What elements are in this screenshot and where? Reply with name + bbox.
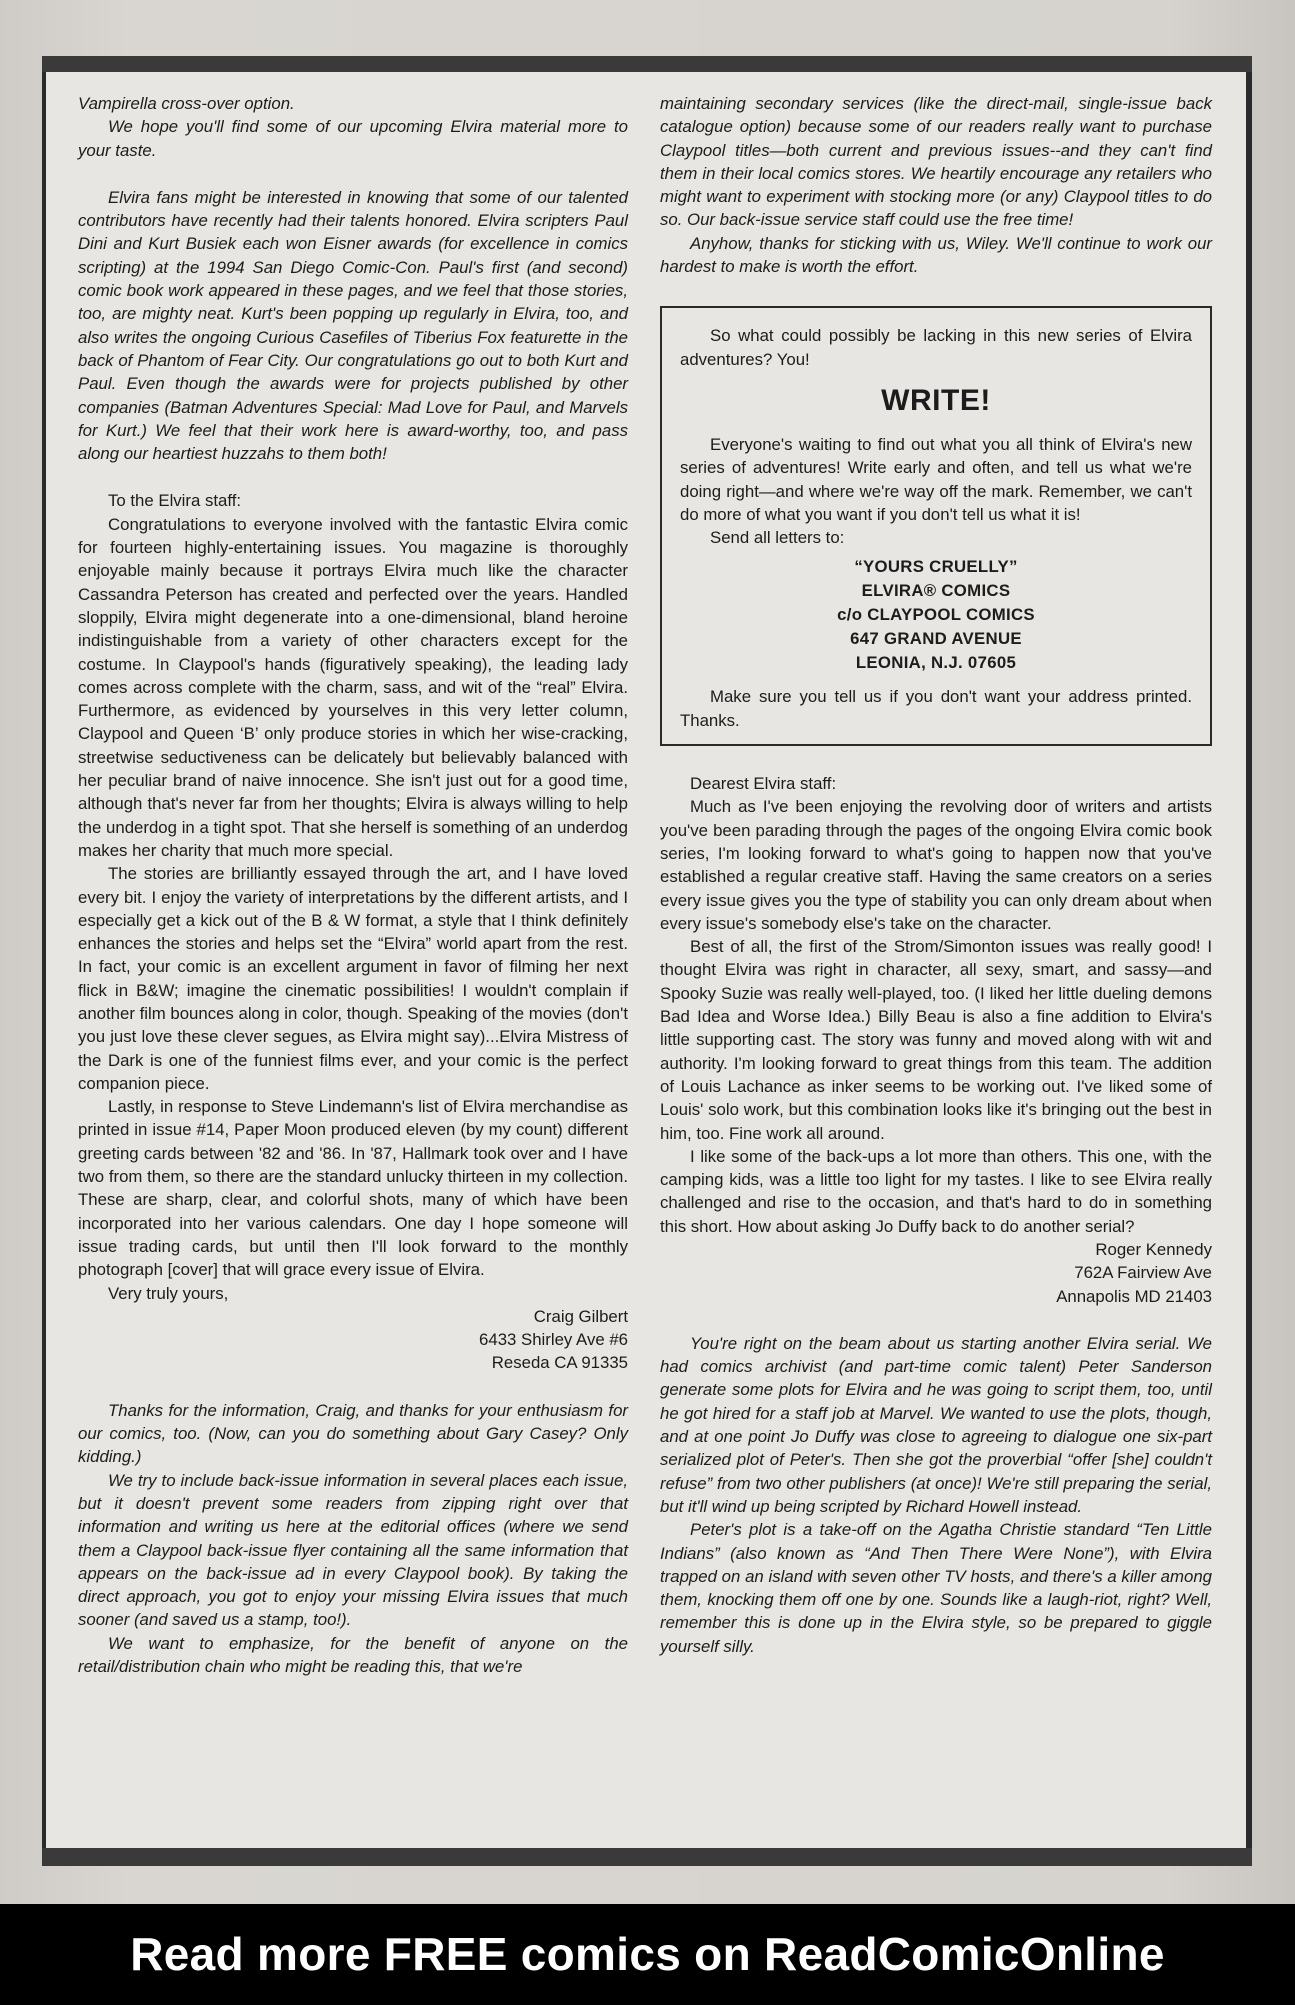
footer-banner[interactable] — [0, 1904, 1295, 2005]
letter-paragraph: Congratulations to everyone involved with the fantastic Elvira comic for fourteen highly-entertaining issues. You magazine is thoroughly enjoyable mainly because it portrays Elvira much like the character Cassandra Peterson has created and perfected over the years. Handled sloppily, Elvira might degenerate into a one-dimensional, bland heroine indistinguishable from a variety of other characters except for the costume. In Claypool's hands (figuratively speaking), the leading lady comes across complete with the charm, sass, and wit of the “real” Elvira. Furthermore, as evidenced by yourselves in this very letter column, Claypool and Queen ‘B’ only produce stories in which her wise-cracking, streetwise seductiveness can be delicately but believably balanced with her peculiar brand of naive innocence. She isn't just out for a good time, although that's never far from her thoughts; Elvira is always willing to help the underdog in a tight spot. That she herself is something of an underdog makes her charity that much more special. — [78, 514, 628, 860]
editor-reply-text: maintaining secondary services (like the direct-mail, single-issue back catalogue option) because some of our readers really want to purchase Claypool titles—both current and previous issues--and they can't find them in their local comics stores. We heartily encourage any retailers who might want to experiment with stocking more (or any) Claypool titles to do so. Our back-issue service staff could use the free time! — [660, 94, 1212, 230]
letter-signature-city: Annapolis MD 21403 — [1056, 1286, 1212, 1306]
letter-signature-address: 6433 Shirley Ave #6 — [479, 1330, 628, 1350]
address-line: 647 GRAND AVENUE — [850, 629, 1022, 649]
address-line: ELVIRA® COMICS — [861, 581, 1011, 601]
editor-reply-text: We try to include back-issue information in several places each issue, but it doesn't prevent some readers from zipping right over that information and writing us here at the editorial offices (where we send them a Claypool back-issue flyer containing all the same information that appears on the back-issue ad in every Claypool book). By taking the direct approach, you got to enjoy your missing Elvira issues that much sooner (and saved us a stamp, too!). — [78, 1470, 628, 1630]
editor-reply-text: Thanks for the information, Craig, and thanks for your enthusiasm for our comics, too. (Now, can you do something about Gary Casey? Only kidding.) — [78, 1400, 628, 1467]
write-box-intro: So what could possibly be lacking in this new series of Elvira adventures? You! — [680, 326, 1192, 369]
right-column — [660, 92, 1212, 1658]
letter-salutation: To the Elvira staff: — [108, 491, 242, 511]
letter-paragraph: I like some of the back-ups a lot more than others. This one, with the camping kids, was a little too light for my tastes. I like to see Elvira really challenged and rise to the occasion, and that's hard to do in something this short. How about asking Jo Duffy back to do another serial? — [660, 1146, 1212, 1236]
letter-signature-name: Roger Kennedy — [1095, 1239, 1212, 1259]
address-line: “YOURS CRUELLY” — [854, 557, 1018, 577]
letter-paragraph: The stories are brilliantly essayed through the art, and I have loved every bit. I enjoy the variety of interpretations by the different artists, and I especially get a kick out of the B & W format, a style that I think definitely enhances the stories and helps set the “Elvira” world apart from the rest. In fact, your comic is an excellent argument in favor of filming her next flick in B&W; imagine the cinematic possibilities! I wouldn't complain if another film bounces along in color, though. Speaking of the movies (don't you just love these clever segues, as Elvira might say)...Elvira Mistress of the Dark is one of the funniest films ever, and your comic is the perfect companion piece. — [78, 864, 628, 1093]
address-line: LEONIA, N.J. 07605 — [855, 653, 1017, 673]
address-line: c/o CLAYPOOL COMICS — [837, 605, 1035, 625]
mailing-address — [680, 555, 1192, 675]
write-box-closing: Make sure you tell us if you don't want your address printed. Thanks. — [680, 687, 1192, 730]
letter-signature-city: Reseda CA 91335 — [491, 1353, 628, 1373]
footer-banner-text[interactable]: Read more FREE comics on ReadComicOnline — [130, 1928, 1165, 1980]
letter-paragraph: Best of all, the first of the Strom/Simonton issues was really good! I thought Elvira was right in character, all sexy, smart, and sassy—and Spooky Suzie was really well-played, too. (I liked her little dueling demons Bad Idea and Worse Idea.) Billy Beau is also a fine addition to Elvira's little supporting cast. The story was funny and moved along with wit and authority. I'm looking forward to great things from this team. The addition of Louis Lachance as inker seems to be working out. I've liked some of Louis' solo work, but this combination looks like it's bringing out the best in him, too. Fine work all around. — [660, 937, 1212, 1143]
editor-note-text: Elvira fans might be interested in knowing that some of our talented contributors have recently had their talents honored. Elvira scripters Paul Dini and Kurt Busiek each won Eisner awards (for excellence in comics scripting) at the 1994 San Diego Comic-Con. Paul's first (and second) comic book work appeared in these pages, and we feel that those stories, too, are mighty neat. Kurt's been popping up regularly in Elvira, too, and also writes the ongoing Curious Casefiles of Tiberius Fox featurette in the back of Phantom of Fear City. Our congratulations go out to both Kurt and Paul. Even though the awards were for projects published by other companies (Batman Adventures Special: Mad Love for Paul, and Marvels for Kurt.) We feel that their work here is award-worthy, too, and pass along our heartiest huzzahs to them both! — [78, 187, 628, 464]
editor-reply-text: Anyhow, thanks for sticking with us, Wiley. We'll continue to work our hardest to make is worth the effort. — [660, 233, 1212, 277]
bottom-border-bar — [42, 1848, 1252, 1866]
letter-paragraph: Much as I've been enjoying the revolving door of writers and artists you've been parading through the pages of the ongoing Elvira comic book series, I'm looking forward to what's going to happen now that you've established a regular creative staff. Having the same creators on a series every issue gives you the type of stability you can only dream about when every issue's somebody else's take on the character. — [660, 797, 1212, 933]
letter-salutation: Dearest Elvira staff: — [690, 774, 837, 794]
editor-reply-text: We hope you'll find some of our upcoming Elvira material more to your taste. — [78, 117, 628, 160]
write-heading: WRITE! — [881, 383, 991, 417]
letter-paragraph: Lastly, in response to Steve Lindemann's list of Elvira merchandise as printed in issue #14, Paper Moon produced eleven (by my count) different greeting cards between '82 and '86. In '87, Hallmark took over and I have two from them, so there are the standard unlucky thirteen in my collection. These are sharp, clear, and colorful shots, many of which have been incorporated into her various calendars. One day I hope someone will issue trading cards, but until then I'll look forward to the monthly photograph [cover] that will grace every issue of Elvira. — [78, 1097, 628, 1280]
editor-reply-text: You're right on the beam about us starting another Elvira serial. We had comics archivist (and part-time comic talent) Peter Sanderson generate some plots for Elvira and he was going to script them, too, until he got hired for a staff job at Marvel. We wanted to use the plots, though, and at one point Jo Duffy was close to agreeing to dialogue one six-part serialized plot of Peter's. Then she got the proverbial “offer [she] couldn't refuse” from two other publishers (at once)! We're still preparing the serial, but it'll wind up being scripted by Richard Howell instead. — [660, 1333, 1212, 1516]
left-column — [78, 92, 628, 1678]
write-us-box — [660, 306, 1212, 746]
write-box-body: Everyone's waiting to find out what you all think of Elvira's new series of adventures! Write early and often, and tell us what we're doing right—and where we're way off the mark. Remember, we can't do more of what you want if you don't tell us what it is! — [680, 434, 1192, 524]
letter-signature-name: Craig Gilbert — [533, 1306, 628, 1326]
top-border-bar — [42, 56, 1252, 72]
editor-reply-text: Vampirella cross-over option. — [78, 94, 295, 113]
letter-closing: Very truly yours, — [108, 1283, 229, 1303]
write-box-send: Send all letters to: — [710, 528, 845, 548]
editor-reply-text: We want to emphasize, for the benefit of anyone on the retail/distribution chain who might be reading this, that we're — [78, 1633, 628, 1676]
letter-signature-address: 762A Fairview Ave — [1074, 1263, 1212, 1283]
editor-reply-text: Peter's plot is a take-off on the Agatha Christie standard “Ten Little Indians” (also known as “And Then There Were None”), with Elvira trapped on an island with seven other TV hosts, and there's a killer among them, knocking them off one by one. Sounds like a laugh-riot, right? Well, remember this is done up in the Elvira style, so be prepared to giggle yourself silly. — [660, 1520, 1212, 1656]
